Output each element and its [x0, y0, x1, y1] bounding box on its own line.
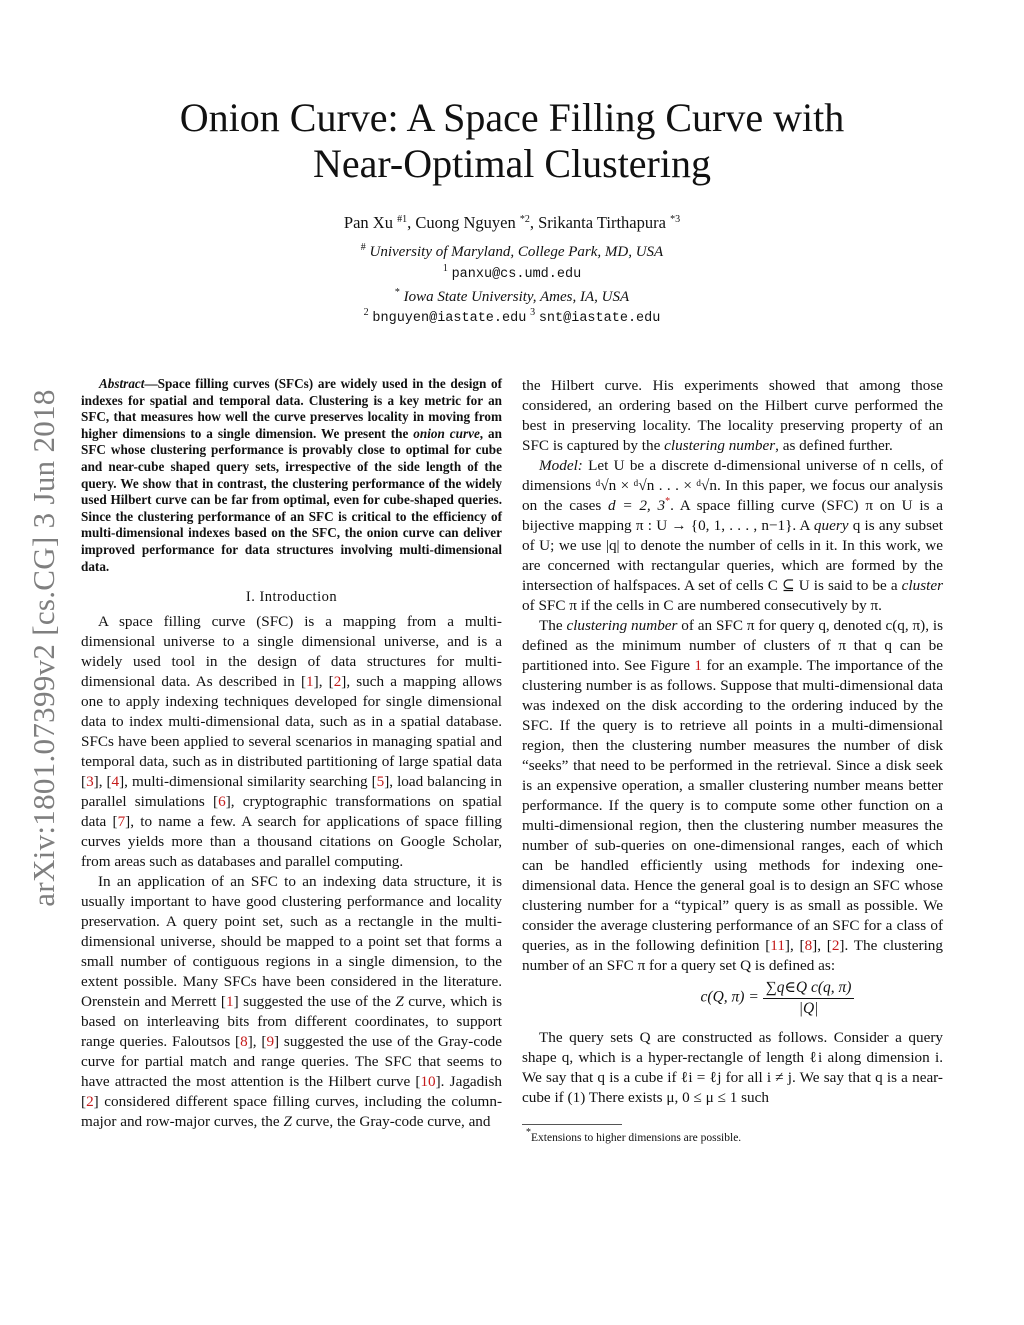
intro-paragraph-2: In an application of an SFC to an indexing data structure, it is usually important to have good clustering performance and locality preservation. A query point set, such as a rectangle in the multi-dimensional universe, should be mapped to a point set that forms a small number of contiguous regions in a single dimension, to the extent possible. Many SFCs have been considered in the literature. Orenstein and Merrett [1] suggested the use of the Z curve, which is based on interleaving bits from different coordinates, to support range queries. Faloutsos [8], [9] suggested the use of the Gray-code curve for partial match and range queries. The SFC that seems to have attracted the most attention is the Hilbert curve [10]. Jagadish [2] considered different space filling curves, including the column-major and row-major curves, the Z curve, the Gray-code curve, and [81, 873, 502, 1131]
author-3: Srikanta Tirthapura [538, 213, 666, 232]
citation-link[interactable]: 11 [770, 937, 785, 954]
citation-link[interactable]: 1 [306, 673, 314, 691]
query-sets-paragraph: The query sets Q are constructed as follows. Consider a query shape q, which is a hyper-rectangle of length ℓi along dimension i. We say that q is a cube if ℓi = ℓj for all i ≠ j. We say that q is a near-cube if (1) There exists μ, 0 ≤ μ ≤ 1 such [522, 1029, 943, 1106]
equation-denominator: |Q| [798, 1000, 819, 1017]
author-2-mark: *2 [519, 214, 530, 225]
author-1-mark: #1 [397, 214, 408, 225]
citation-link[interactable]: 2 [333, 673, 342, 691]
author-1: Pan Xu [343, 213, 393, 232]
section-heading-introduction: I. Introduction [245, 589, 338, 606]
email-snt[interactable]: snt@iastate.edu [538, 311, 661, 326]
citation-link[interactable]: 8 [804, 937, 813, 954]
title-line-1: Onion Curve: A Space Filling Curve with [179, 95, 845, 140]
paper-title [0, 95, 1024, 187]
figure-link[interactable]: 1 [694, 657, 703, 674]
author-2: Cuong Nguyen [415, 213, 516, 232]
email-line-2: $^2$ bnguyen@iastate.edu $^3$ snt@iastate.edu [363, 307, 661, 326]
equation-numerator: ∑q∈Q c(q, π) [763, 978, 855, 999]
intro-paragraph-1: A space filling curve (SFC) is a mapping from a multi-dimensional universe to a single dimensional universe, and is a widely used tool in the design of data structures for multi-dimensional data. As described in [1], [2], such a mapping allows one to apply indexing techniques developed for single dimensional data to index multi-dimensional data, such as in a spatial database. SFCs have been applied to several scenarios in managing spatial and temporal data, such as in distributed partitioning of large spatial data [3], [4], multi-dimensional similarity searching [5], load balancing in parallel simulations [6], cryptographic transformations on spatial data [7], to name a few. A search for applications of space filling curves yields more than a thousand citations on Google Scholar, from areas such as databases and parallel computing. [81, 613, 502, 871]
email-bnguyen[interactable]: bnguyen@iastate.edu [372, 311, 527, 326]
right-column [522, 376, 943, 1145]
equation-lhs: c(Q, π) = [700, 988, 759, 1006]
arxiv-identifier: arXiv:1801.07399v2 [cs.CG] 3 Jun 2018 [26, 389, 61, 907]
email-panxu[interactable]: panxu@cs.umd.edu [451, 267, 582, 282]
citation-link[interactable]: 4 [111, 773, 120, 791]
affiliation-umd: # University of Maryland, College Park, MD, USA [360, 242, 664, 260]
footnote-divider [522, 1124, 622, 1125]
abstract: Abstract—Space filling curves (SFCs) are widely used in the design of indexes for spatial and temporal data. Clustering is a key metric for an SFC, that measures how well the curve preserves locality in moving from higher dimensions to a single dimension. We present the onion curve, an SFC whose clustering performance is provably close to optimal for cube and near-cube shaped query sets, irrespective of the side length of the query. We show that in contrast, the clustering performance of the widely used Hilbert curve can be far from optimal, even for cube-shaped queries. Since the clustering performance of an SFC is critical to the efficiency of multi-dimensional indexes based on the SFC, the onion curve can deliver improved performance for data structures involving multi-dimensional data. [81, 376, 502, 574]
citation-link[interactable]: 8 [240, 1033, 248, 1051]
citation-link[interactable]: 5 [376, 773, 385, 791]
affiliation-isu: * Iowa State University, Ames, IA, USA [394, 287, 630, 305]
hilbert-paragraph: the Hilbert curve. His experiments showed that among those considered, an ordering based on the Hilbert curve performed the best in preserving locality. The locality preserving property of an SFC is captured by the clustering number, as defined further. [522, 377, 943, 454]
footnote: *Extensions to higher dimensions are possible. [526, 1127, 742, 1144]
citation-link[interactable]: 7 [117, 813, 126, 831]
citation-link[interactable]: 2 [86, 1093, 94, 1111]
equation-fraction [763, 978, 855, 1018]
citation-link[interactable]: 1 [225, 993, 234, 1011]
author-3-mark: *3 [670, 214, 681, 225]
model-paragraph: Model: Let U be a discrete d-dimensional universe of n cells, of dimensions ᵈ√n × ᵈ√n . . . × ᵈ√n. In this paper, we focus our analysis on the cases d = 2, 3*. A space filling curve (SFC) π on U is a bijective mapping π : U → {0, 1, . . . , n−1}. A query q is any subset of U; we use |q| to denote the number of cells in it. In this work, we are concerned with rectangular queries, which are formed by the intersection of halfspaces. A set of cells C ⊆ U is said to be a cluster of SFC π if the cells in C are numbered consecutively by π. [522, 457, 944, 614]
clustering-equation [612, 978, 943, 1024]
citation-link[interactable]: 10 [420, 1073, 436, 1091]
citation-link[interactable]: 3 [86, 773, 94, 791]
clustering-number-paragraph: The clustering number of an SFC π for query q, denoted c(q, π), is defined as the minimum number of clusters of π that q can be partitioned into. See Figure 1 for an example. The importance of the clustering number is as follows. Suppose that multi-dimensional data was indexed on the disk according to the ordering induced by the SFC. If the query is to retrieve all points in a multi-dimensional region, then the clustering number measures the number of disk “seeks” that need to be performed in the retrieval. Since a disk seek is an expensive operation, a smaller clustering number means better performance. If the query is to compute some other function on a multi-dimensional region, then the clustering number measures the number of sub-queries on one-dimensional ranges, each of which can be handled efficiently using methods for indexing one-dimensional data. Hence the general goal is to design an SFC whose clustering number for a “typical” query is as small as possible. We consider the average clustering performance of an SFC for a class of queries, as in the following definition [11], [8], [2]. The clustering number of an SFC π for a query set Q is defined as: [522, 617, 943, 974]
email-line-1: $^1$ panxu@cs.umd.edu [442, 263, 582, 282]
left-column [81, 376, 502, 1132]
citation-link[interactable]: 9 [266, 1033, 275, 1051]
citation-link[interactable]: 2 [831, 937, 840, 954]
title-line-2: Near-Optimal Clustering [313, 141, 711, 186]
footnote-link[interactable]: * [665, 496, 671, 507]
author-list: Pan Xu $^{\#1}$, Cuong Nguyen $^{*2}$, Srikanta Tirthapura $^{*3}$ [343, 213, 681, 232]
citation-link[interactable]: 6 [218, 793, 226, 811]
